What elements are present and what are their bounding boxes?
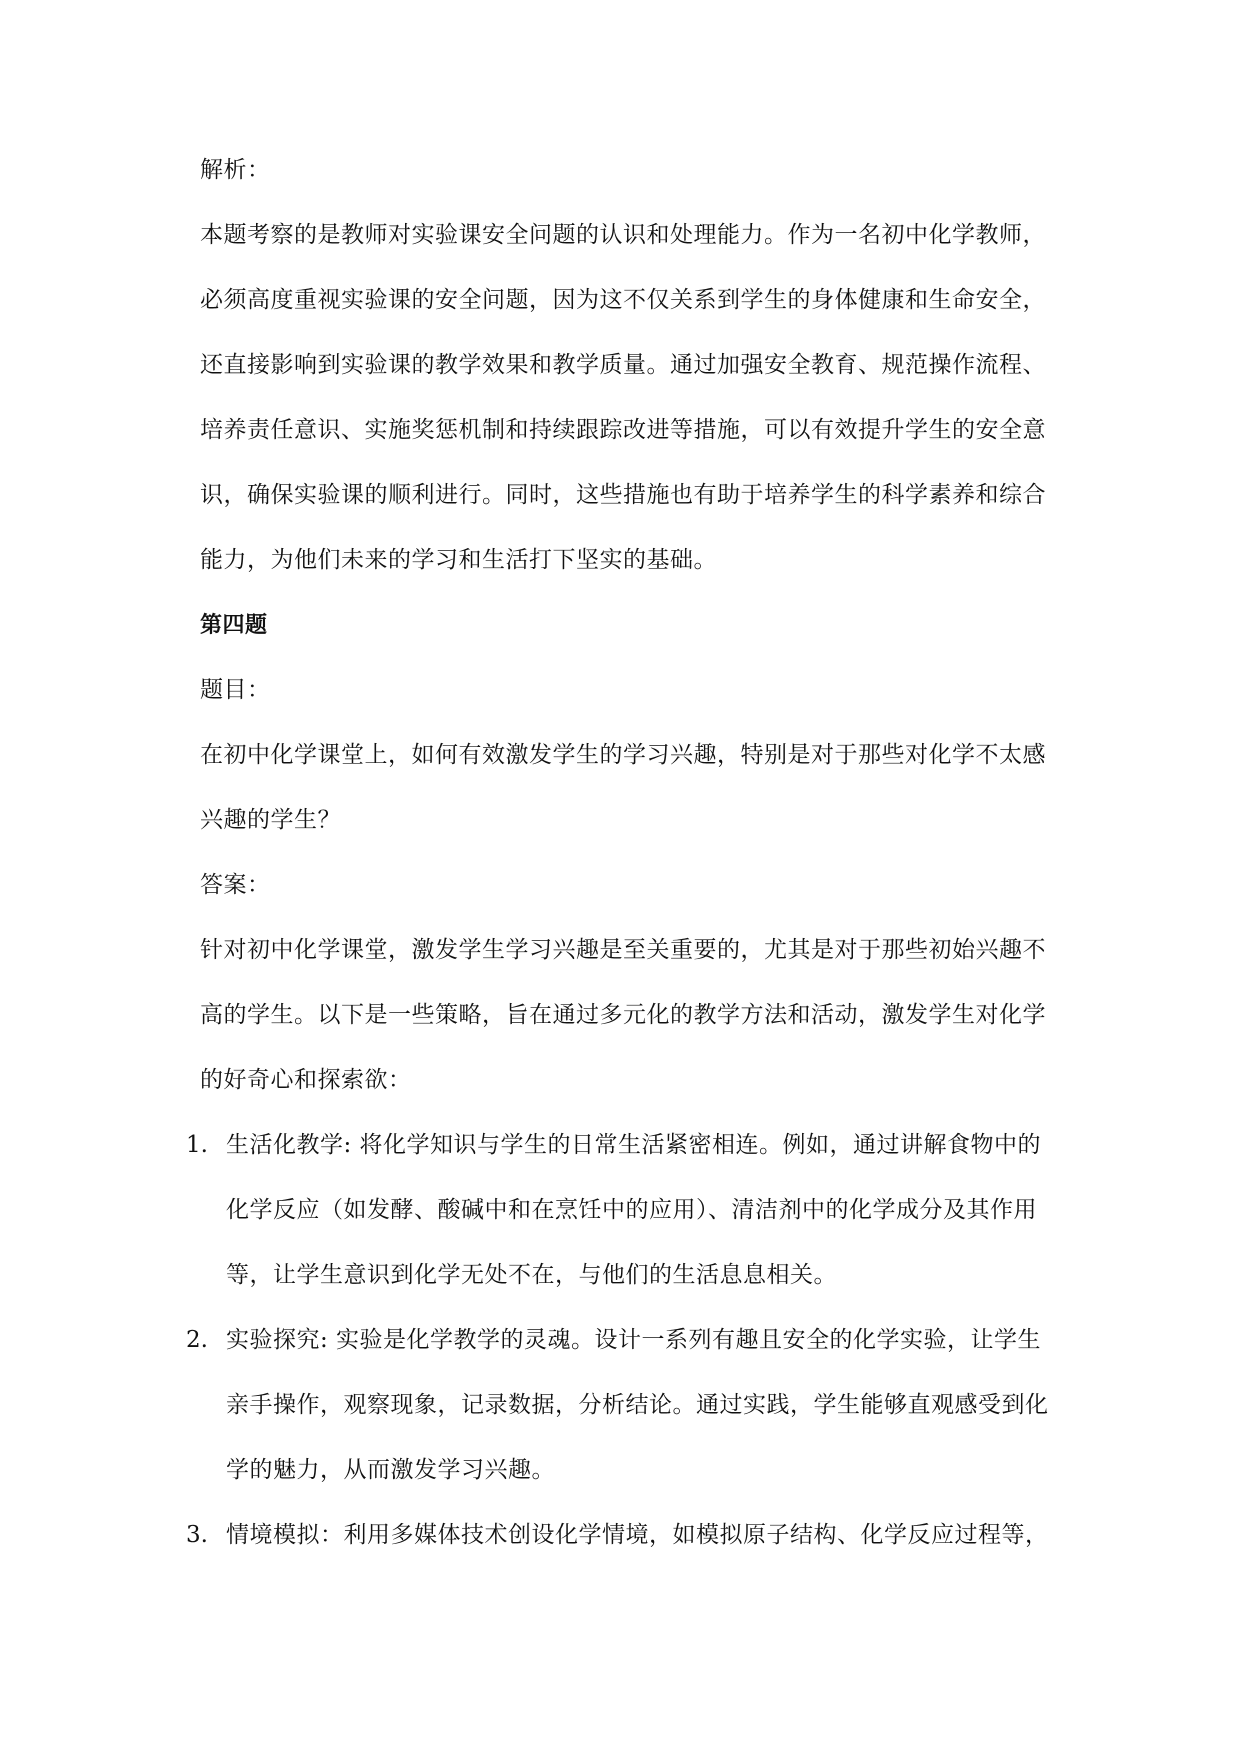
analysis-paragraph — [200, 203, 1100, 593]
list-item — [186, 1503, 1100, 1568]
question-line: 在初中化学课堂上，如何有效激发学生的学习兴趣，特别是对于那些对化学不太感 — [200, 742, 1046, 768]
list-item-line: 化学反应（如发酵、酸碱中和在烹饪中的应用）、清洁剂中的化学成分及其作用 — [226, 1197, 1037, 1223]
analysis-line: 本题考察的是教师对实验课安全问题的认识和处理能力。作为一名初中化学教师， — [200, 222, 1046, 248]
answer-line: 的好奇心和探索欲： — [200, 1067, 412, 1093]
analysis-line: 还直接影响到实验课的教学效果和教学质量。通过加强安全教育、规范操作流程、 — [200, 352, 1046, 378]
list-item-line: 情境模拟：利用多媒体技术创设化学情境，如模拟原子结构、化学反应过程等， — [226, 1522, 1049, 1548]
answer-line: 高的学生。以下是一些策略，旨在通过多元化的教学方法和活动，激发学生对化学 — [200, 1002, 1046, 1028]
list-item-line: 亲手操作，观察现象，记录数据，分析结论。通过实践，学生能够直观感受到化 — [226, 1392, 1049, 1418]
question-line: 兴趣的学生？ — [200, 807, 341, 833]
list-number: 3. — [186, 1522, 208, 1548]
question-paragraph — [200, 723, 1100, 853]
analysis-line: 培养责任意识、实施奖惩机制和持续跟踪改进等措施，可以有效提升学生的安全意 — [200, 417, 1046, 443]
answer-label: 答案： — [200, 872, 271, 898]
list-item-line: 等，让学生意识到化学无处不在，与他们的生活息息相关。 — [226, 1262, 837, 1288]
list-item-line: 生活化教学: 将化学知识与学生的日常生活紧密相连。例如，通过讲解食物中的 — [226, 1132, 1042, 1158]
strategy-list — [186, 1113, 1100, 1568]
analysis-line: 必须高度重视实验课的安全问题，因为这不仅关系到学生的身体健康和生命安全， — [200, 287, 1046, 313]
analysis-label: 解析： — [200, 157, 271, 183]
answer-line: 针对初中化学课堂，激发学生学习兴趣是至关重要的，尤其是对于那些初始兴趣不 — [200, 937, 1046, 963]
list-item-line: 实验探究: 实验是化学教学的灵魂。设计一系列有趣且安全的化学实验，让学生 — [226, 1327, 1042, 1353]
list-item-line: 学的魅力，从而激发学习兴趣。 — [226, 1457, 555, 1483]
list-item — [186, 1113, 1100, 1308]
list-item — [186, 1308, 1100, 1503]
answer-paragraph — [200, 918, 1100, 1113]
list-number: 2. — [186, 1327, 208, 1353]
list-number: 1. — [186, 1132, 208, 1158]
analysis-line: 能力，为他们未来的学习和生活打下坚实的基础。 — [200, 547, 717, 573]
question-label: 题目： — [200, 677, 271, 703]
analysis-line: 识，确保实验课的顺利进行。同时，这些措施也有助于培养学生的科学素养和综合 — [200, 482, 1046, 508]
document-body — [186, 138, 1100, 1568]
section-heading: 第四题 — [200, 613, 268, 638]
